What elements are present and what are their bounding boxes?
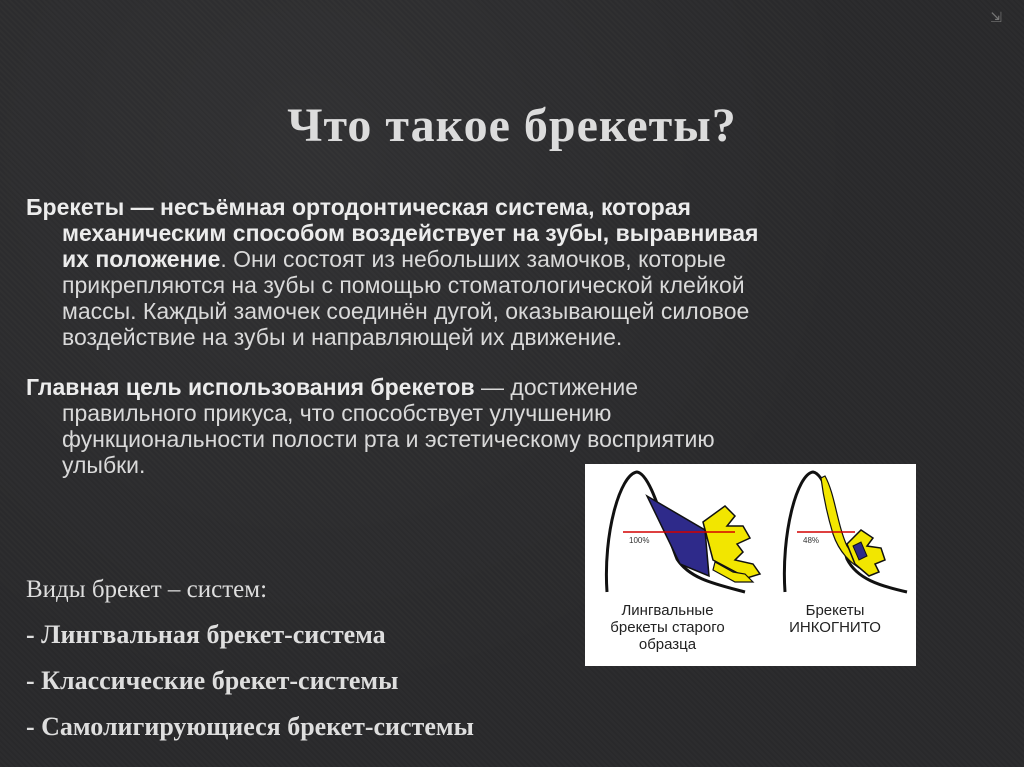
paragraph-line: Главная цель использования брекетов — достижение <box>26 374 639 400</box>
corner-arrow-icon: ⇲ <box>990 10 1002 26</box>
caption-line: Брекеты <box>805 602 865 619</box>
slide-title: Что такое брекеты? <box>287 99 737 152</box>
caption-lingual <box>585 602 750 653</box>
types-item: - Лингвальная брекет-система <box>26 620 386 649</box>
goal-paragraph <box>26 374 936 478</box>
figure-label-left: 100% <box>629 536 650 545</box>
paragraph-line: Брекеты — несъёмная ортодонтическая система, которая <box>26 194 691 220</box>
paragraph-line: прикрепляются на зубы с помощью стоматологической клейкой <box>62 272 745 298</box>
caption-line: ИНКОГНИТО <box>789 619 881 636</box>
caption-line: брекеты старого <box>610 619 725 636</box>
paragraph-line: функциональности полости рта и эстетическому восприятию <box>62 426 715 452</box>
definition-paragraph <box>26 194 936 350</box>
paragraph-line: правильного прикуса, что способствует улучшению <box>62 400 612 426</box>
paragraph-line: механическим способом воздействует на зубы, выравнивая <box>62 220 759 246</box>
caption-line: Лингвальные <box>621 602 714 619</box>
paragraph-line: массы. Каждый замочек соединён дугой, оказывающей силовое <box>62 298 750 324</box>
figure-label-right: 48% <box>803 536 820 545</box>
brackets-comparison-figure <box>585 464 916 666</box>
caption-line: образца <box>638 636 697 653</box>
caption-incognito <box>755 602 915 636</box>
brace-types-list <box>26 576 474 744</box>
types-item: - Самолигирующиеся брекет-системы <box>26 712 474 741</box>
types-heading: Виды брекет – систем: <box>26 576 268 603</box>
types-item: - Классические брекет-системы <box>26 666 399 695</box>
paragraph-line: воздействие на зубы и направляющей их движение. <box>62 324 623 350</box>
paragraph-line: их положение. Они состоят из небольших замочков, которые <box>62 246 726 272</box>
paragraph-line: улыбки. <box>62 452 146 478</box>
